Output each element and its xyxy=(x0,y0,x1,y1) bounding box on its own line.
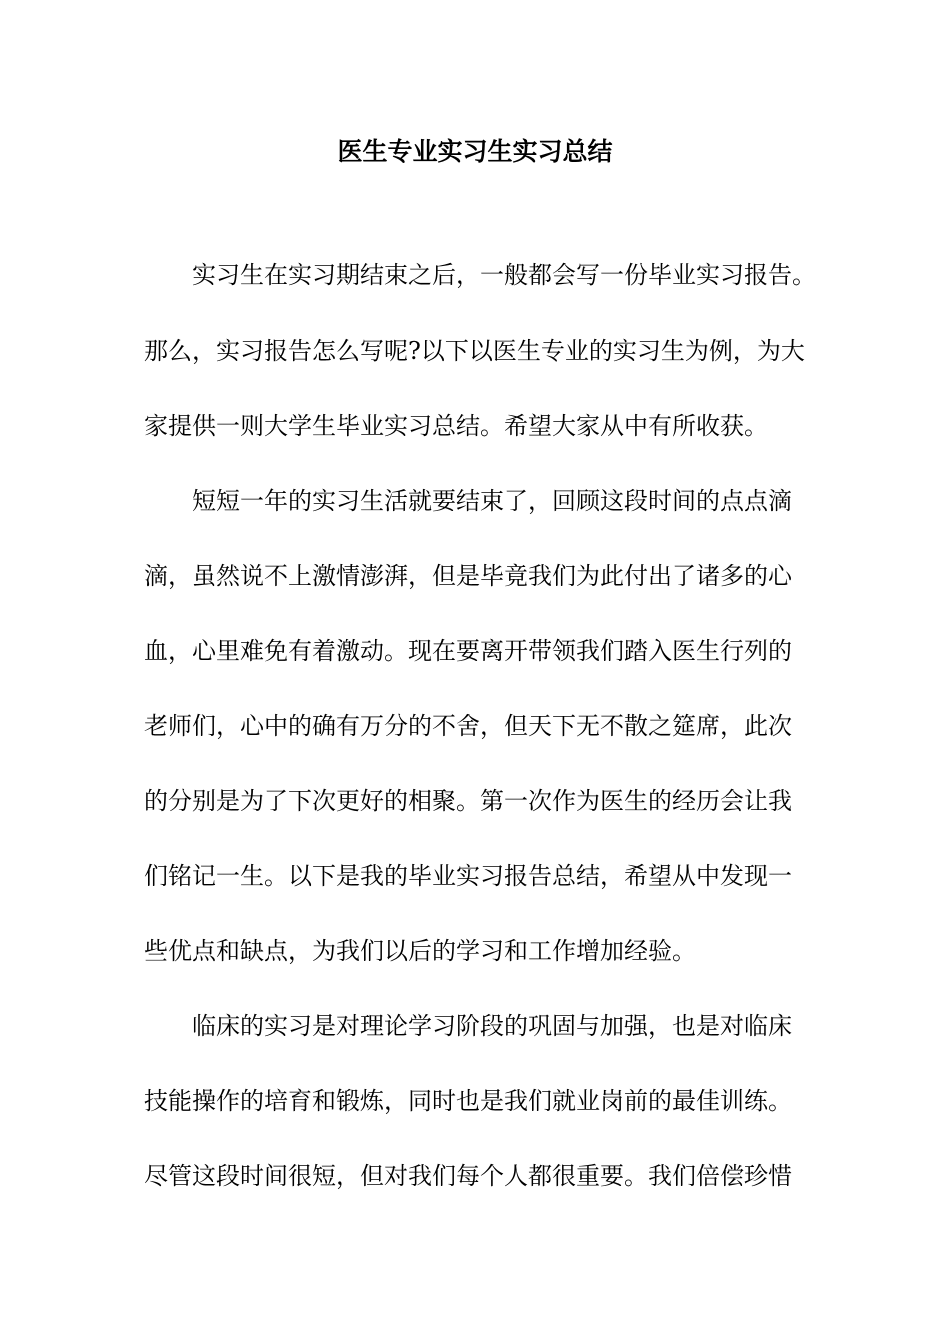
paragraph-line: 那么，实习报告怎么写呢?以下以医生专业的实习生为例，为大 xyxy=(144,337,805,365)
document-title: 医生专业实习生实习总结 xyxy=(337,137,613,166)
paragraph-line: 技能操作的培育和锻炼，同时也是我们就业岗前的最佳训练。 xyxy=(144,1087,792,1115)
paragraph-line: 尽管这段时间很短，但对我们每个人都很重要。我们倍偿珍惜 xyxy=(144,1162,792,1190)
paragraph-line: 些优点和缺点，为我们以后的学习和工作增加经验。 xyxy=(144,937,696,965)
paragraph-line: 实习生在实习期结束之后，一般都会写一份毕业实习报告。 xyxy=(192,261,816,289)
paragraph-line: 临床的实习是对理论学习阶段的巩固与加强，也是对临床 xyxy=(192,1012,792,1040)
paragraph-line: 滴，虽然说不上激情澎湃，但是毕竟我们为此付出了诸多的心 xyxy=(144,562,792,590)
paragraph-line: 们铭记一生。以下是我的毕业实习报告总结，希望从中发现一 xyxy=(144,862,792,890)
paragraph-line: 的分别是为了下次更好的相聚。第一次作为医生的经历会让我 xyxy=(144,787,792,815)
paragraph-line: 家提供一则大学生毕业实习总结。希望大家从中有所收获。 xyxy=(144,412,768,440)
paragraph-line: 短短一年的实习生活就要结束了，回顾这段时间的点点滴 xyxy=(192,487,792,515)
paragraph-line: 老师们，心中的确有万分的不舍，但天下无不散之筵席，此次 xyxy=(144,712,792,740)
paragraph-line: 血，心里难免有着激动。现在要离开带领我们踏入医生行列的 xyxy=(144,637,792,665)
